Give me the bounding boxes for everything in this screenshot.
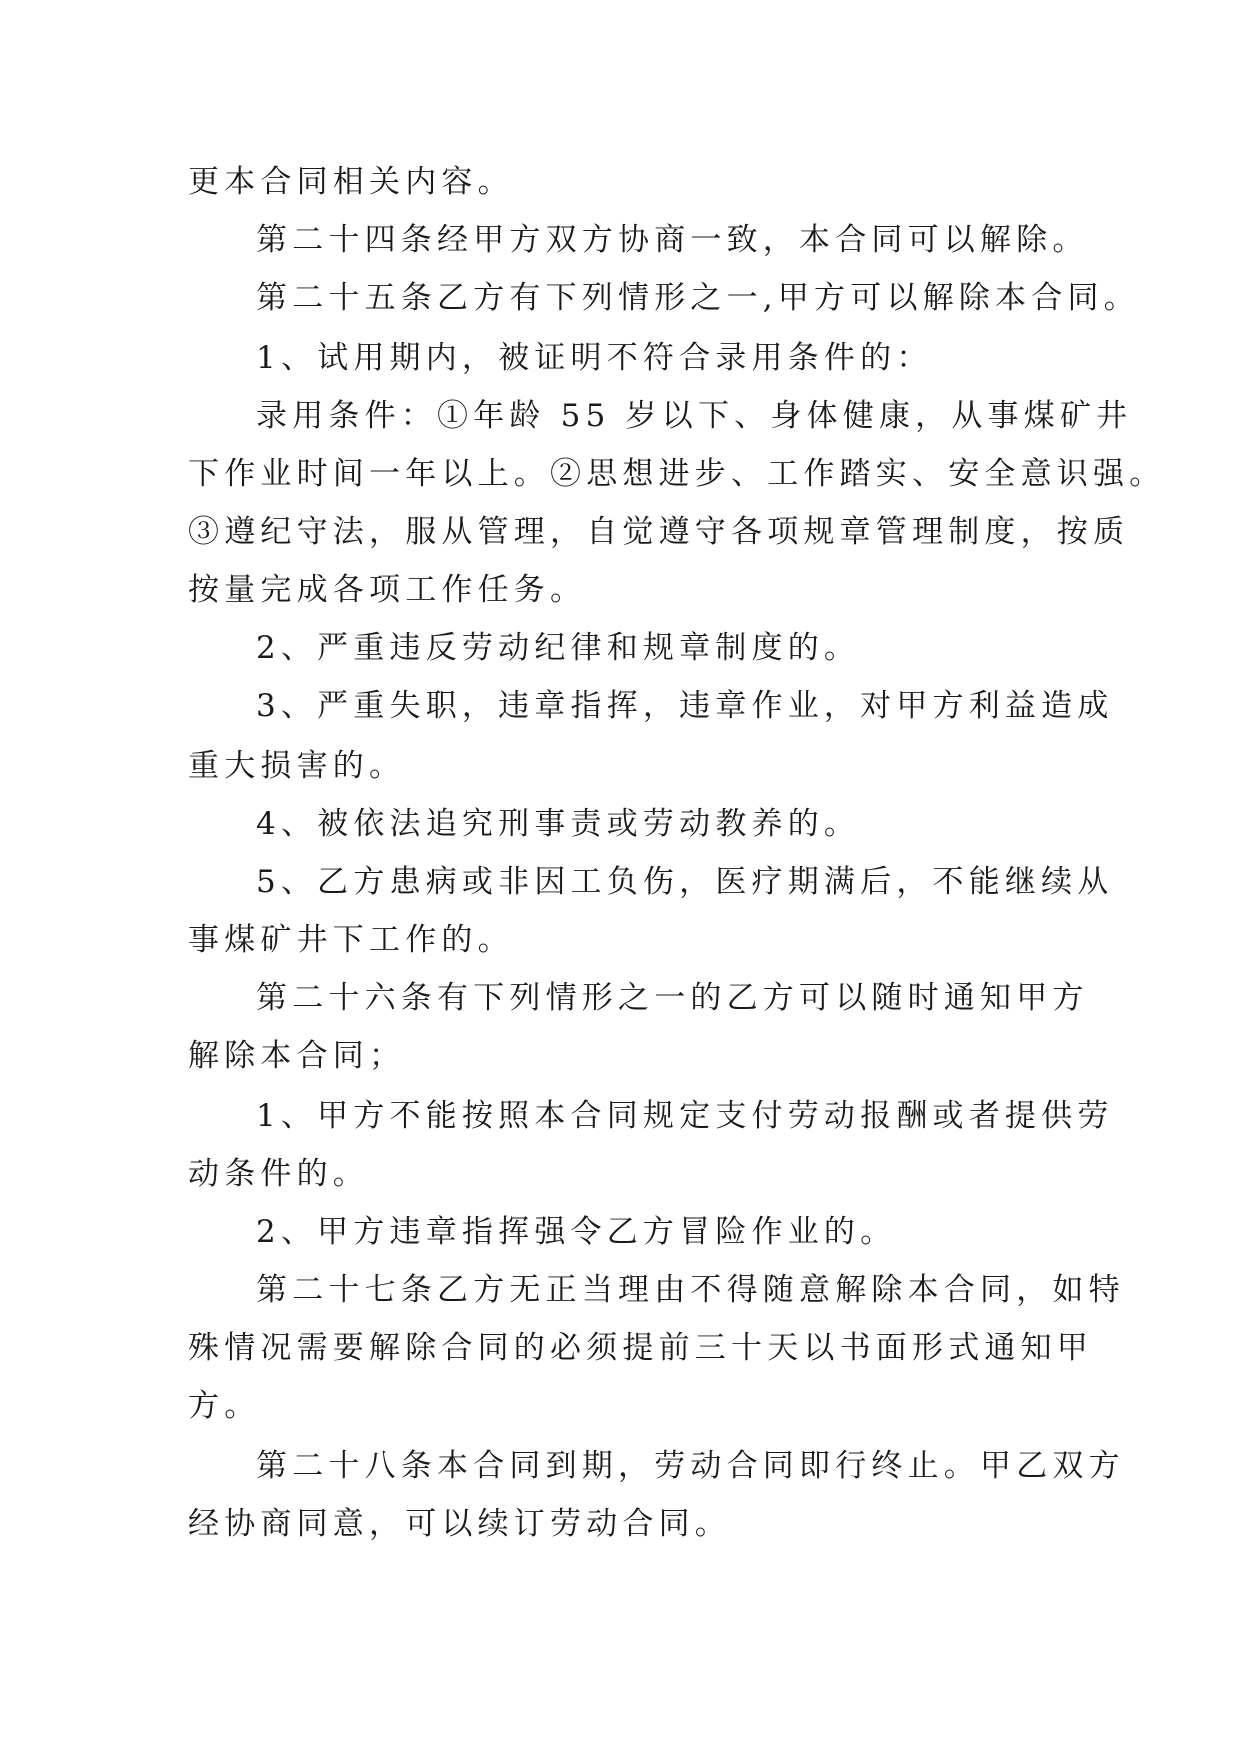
text-line: ③遵纪守法，服从管理，自觉遵守各项规章管理制度，按质 <box>188 514 1130 550</box>
text-line: 下作业时间一年以上。②思想进步、工作踏实、安全意识强。 <box>188 456 1166 492</box>
article-26-line: 第二十六条有下列情形之一的乙方可以随时通知甲方 <box>256 980 1089 1016</box>
text-line: 按量完成各项工作任务。 <box>188 572 587 608</box>
article-25-line: 第二十五条乙方有下列情形之一,甲方可以解除本合同。 <box>256 280 1140 316</box>
article-28-line: 第二十八条本合同到期，劳动合同即行终止。甲乙双方 <box>256 1448 1125 1484</box>
hiring-conditions-line: 录用条件：①年龄 55 岁以下、身体健康，从事煤矿井 <box>256 398 1133 434</box>
list-item-5: 5、乙方患病或非因工负伤，医疗期满后，不能继续从 <box>256 864 1114 900</box>
text-line: 动条件的。 <box>188 1156 369 1192</box>
text-line: 解除本合同； <box>188 1038 406 1074</box>
text-line: 事煤矿井下工作的。 <box>188 922 514 958</box>
list-item-1: 1、试用期内，被证明不符合录用条件的： <box>256 340 933 376</box>
text-line: 经协商同意，可以续订劳动合同。 <box>188 1506 731 1542</box>
list-item-2: 2、严重违反劳动纪律和规章制度的。 <box>256 630 861 666</box>
text-line: 方。 <box>188 1388 261 1424</box>
text-line: 殊情况需要解除合同的必须提前三十天以书面形式通知甲 <box>188 1330 1093 1366</box>
article-24-line: 第二十四条经甲方双方协商一致，本合同可以解除。 <box>256 222 1089 258</box>
text-line: 更本合同相关内容。 <box>188 164 514 200</box>
list-item-2: 2、甲方违章指挥强令乙方冒险作业的。 <box>256 1214 897 1250</box>
list-item-1: 1、甲方不能按照本合同规定支付劳动报酬或者提供劳 <box>256 1098 1114 1134</box>
text-line: 重大损害的。 <box>188 748 406 784</box>
list-item-3: 3、严重失职，违章指挥，违章作业，对甲方利益造成 <box>256 688 1114 724</box>
article-27-line: 第二十七条乙方无正当理由不得随意解除本合同，如特 <box>256 1272 1125 1308</box>
list-item-4: 4、被依法追究刑事责或劳动教养的。 <box>256 806 861 842</box>
